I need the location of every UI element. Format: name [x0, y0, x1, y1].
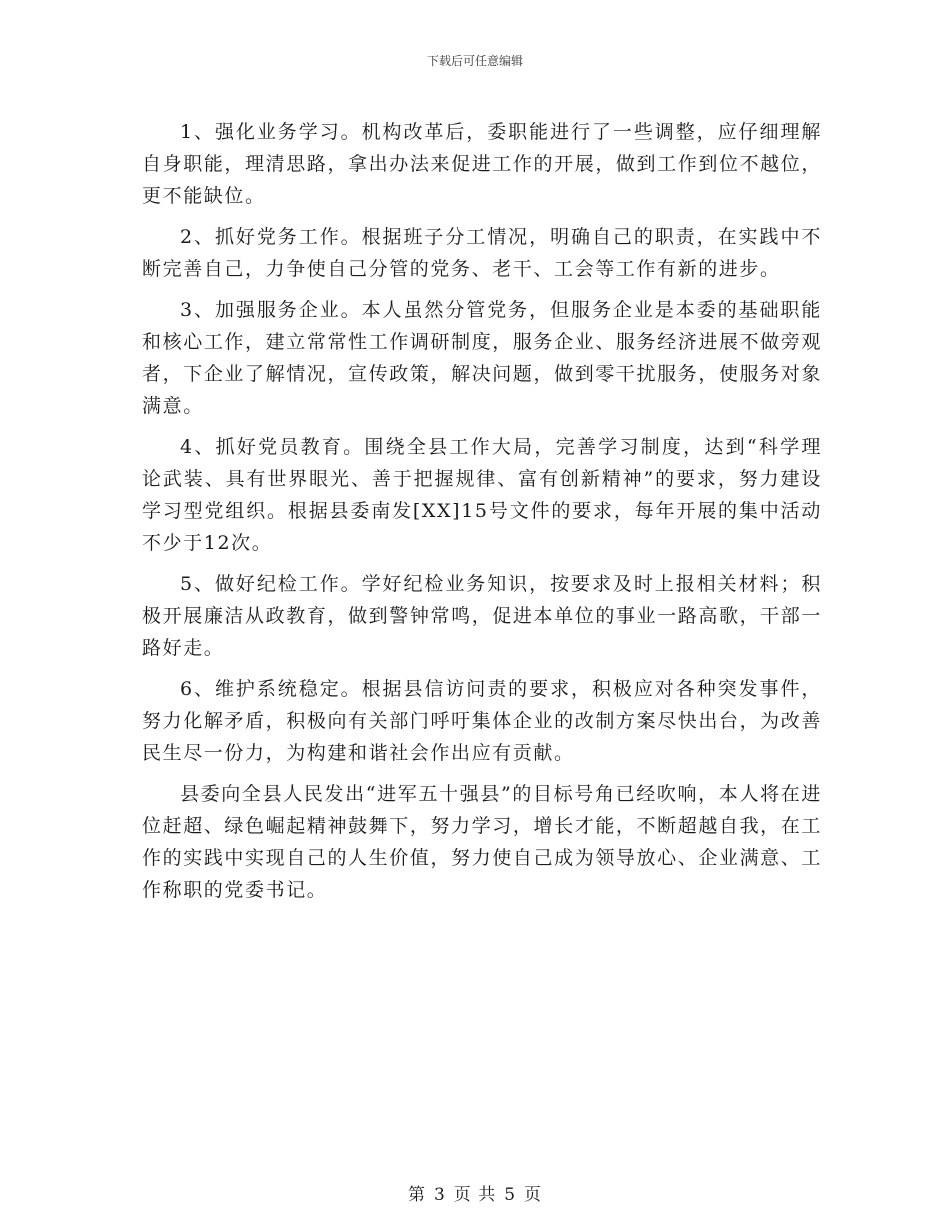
paragraph-3: 3、加强服务企业。本人虽然分管党务，但服务企业是本委的基础职能和核心工作，建立常常性工作调研制度，服务企业、服务经济进展不做旁观者，下企业了解情况，宣传政策，解决问题，做到零干扰服务，使服务对象满意。 [142, 299, 822, 417]
paragraph-6: 6、维护系统稳定。根据县信访问责的要求，积极应对各种突发事件，努力化解矛盾，积极向有关部门呼吁集体企业的改制方案尽快出台，为改善民生尽一份力，为构建和谐社会作出应有贡献。 [142, 678, 822, 764]
page-label-prefix: 第 [407, 1185, 426, 1205]
paragraph-2: 2、抓好党务工作。根据班子分工情况，明确自己的职责，在实践中不断完善自己，力争使自己分管的党务、老干、工会等工作有新的进步。 [142, 226, 822, 280]
paragraph-5: 5、做好纪检工作。学好纪检业务知识，按要求及时上报相关材料；积极开展廉洁从政教育，做到警钟常鸣，促进本单位的事业一路高歌，干部一路好走。 [142, 573, 822, 659]
page-label-suffix: 页 [524, 1185, 543, 1205]
total-pages-number: 5 [504, 1185, 517, 1205]
current-page-number: 3 [433, 1185, 446, 1205]
page-header: 下载后可任意编辑 [426, 54, 523, 68]
page-footer [0, 1180, 950, 1205]
page-label-middle: 页 共 [453, 1185, 497, 1205]
paragraph-4: 4、抓好党员教育。围绕全县工作大局，完善学习制度，达到“科学理论武装、具有世界眼光、善于把握规律、富有创新精神”的要求，努力建设学习型党组织。根据县委南发[XX]15号文件的要求，每年开展的集中活动不少于12次。 [142, 436, 822, 554]
paragraph-1: 1、强化业务学习。机构改革后，委职能进行了一些调整，应仔细理解自身职能，理清思路，拿出办法来促进工作的开展，做到工作到位不越位，更不能缺位。 [142, 121, 822, 207]
paragraph-conclusion: 县委向全县人民发出“进军五十强县”的目标号角已经吹响，本人将在进位赶超、绿色崛起精神鼓舞下，努力学习，增长才能，不断超越自我，在工作的实践中实现自己的人生价值，努力使自己成为领导放心、企业满意、工作称职的党委书记。 [142, 783, 822, 901]
document-body [142, 116, 822, 915]
